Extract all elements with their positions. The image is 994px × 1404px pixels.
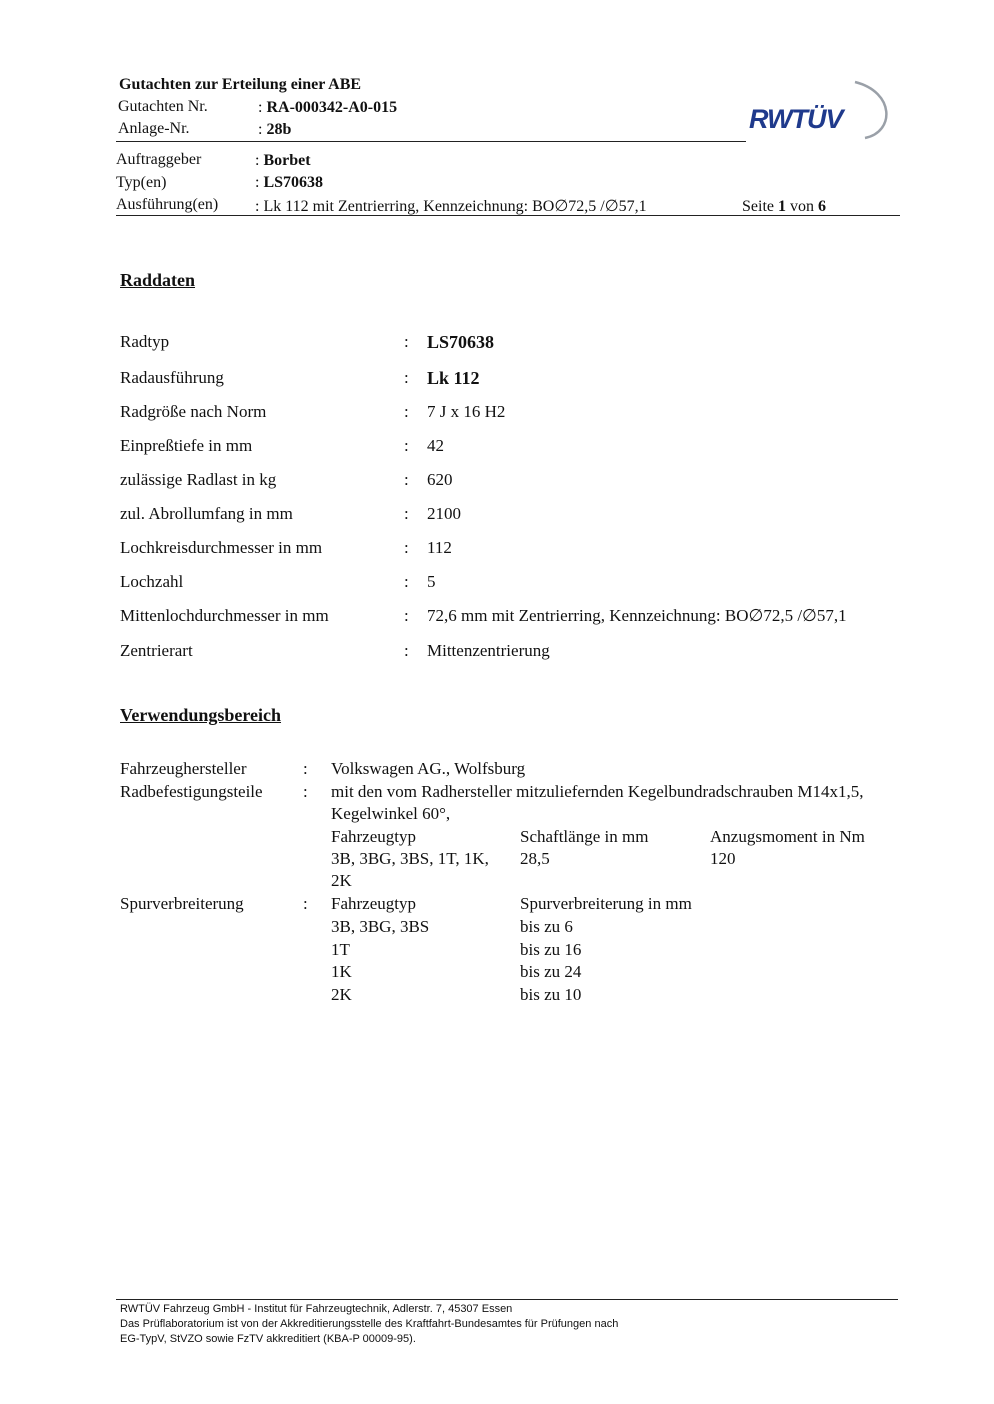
hersteller-label: Fahrzeughersteller: [120, 759, 247, 778]
verwendung-heading: Verwendungsbereich: [120, 705, 282, 725]
raddaten-colon: :: [404, 504, 409, 523]
page-mid: von: [790, 198, 814, 215]
header-divider-top: [116, 141, 746, 142]
footer-line1: RWTÜV Fahrzeug GmbH - Institut für Fahrzeugtechnik, Adlerstr. 7, 45307 Essen: [120, 1303, 513, 1315]
raddaten-colon: :: [404, 332, 409, 351]
spur-row-wert: bis zu 10: [520, 984, 582, 1004]
raddaten-value: Mittenzentrierung: [427, 641, 550, 660]
gutachten-label: Gutachten Nr.: [118, 98, 208, 115]
footer-line3: EG-TypV, StVZO sowie FzTV akkreditiert (KBA-P 00009-95).: [120, 1333, 416, 1345]
raddaten-label: Einpreßtiefe in mm: [120, 436, 253, 455]
spur-row-wert: bis zu 6: [520, 917, 573, 936]
gutachten-number: RA-000342-A0-015: [266, 99, 398, 116]
raddaten-colon: :: [404, 572, 409, 591]
raddaten-colon: :: [404, 436, 409, 455]
raddaten-colon: :: [404, 538, 409, 557]
raddaten-value: 42: [427, 436, 444, 455]
typ-label: Typ(en): [116, 174, 167, 191]
footer-line2: Das Prüflaboratorium ist von der Akkreditierungsstelle des Kraftfahrt-Bundesamtes für Prüfungen nach: [120, 1318, 619, 1330]
schraub-type-line2: 2K: [331, 871, 352, 890]
spur-row-typ: 2K: [331, 984, 352, 1004]
anlage-field: : 28b: [258, 121, 292, 138]
spur-label: Spurverbreiterung: [120, 894, 244, 913]
anlage-number: 28b: [266, 121, 292, 138]
typ-field: : LS70638: [255, 174, 324, 191]
spur-row-wert: bis zu 24: [520, 962, 582, 981]
raddaten-colon: :: [404, 402, 409, 421]
befestigung-label: Radbefestigungsteile: [120, 782, 263, 801]
raddaten-label: Lochzahl: [120, 572, 184, 591]
befestigung-colon: :: [303, 782, 308, 801]
spur-header-wert: Spurverbreiterung in mm: [520, 894, 692, 913]
hersteller-value: Volkswagen AG., Wolfsburg: [331, 759, 526, 778]
ausfuehrung-label: Ausführung(en): [116, 196, 219, 213]
spur-row-wert: bis zu 16: [520, 939, 582, 959]
raddaten-value: 112: [427, 538, 452, 557]
typ-value: LS70638: [263, 174, 324, 191]
raddaten-label: zulässige Radlast in kg: [120, 470, 277, 489]
spur-row-typ: 3B, 3BG, 3BS: [331, 917, 430, 936]
befestigung-line1: mit den vom Radhersteller mitzuliefernden Kegelbundradschrauben M14x1,5,: [331, 782, 864, 801]
logo-text: RWTÜV: [749, 104, 843, 134]
anlage-label: Anlage-Nr.: [118, 120, 190, 137]
raddaten-colon: :: [404, 641, 409, 660]
spur-row-typ: 1T: [331, 939, 350, 959]
rwtuev-logo: [745, 78, 895, 142]
ausfuehrung-value: Lk 112 mit Zentrierring, Kennzeichnung: BO∅72,5 /∅57,1: [263, 198, 647, 215]
raddaten-heading: Raddaten: [120, 270, 196, 290]
raddaten-value: 2100: [427, 504, 461, 523]
raddaten-label: Radausführung: [120, 368, 224, 387]
schraub-type-line1: 3B, 3BG, 3BS, 1T, 1K,: [331, 849, 489, 868]
gutachten-field: : RA-000342-A0-015: [258, 99, 398, 116]
raddaten-label: Radgröße nach Norm: [120, 402, 267, 421]
raddaten-label: Mittenlochdurchmesser in mm: [120, 606, 329, 625]
hersteller-colon: :: [303, 759, 308, 778]
raddaten-value: 5: [427, 572, 436, 591]
auftraggeber-field: : Borbet: [255, 152, 311, 169]
raddaten-colon: :: [404, 368, 409, 387]
raddaten-value: Lk 112: [427, 368, 480, 388]
raddaten-label: zul. Abrollumfang in mm: [120, 504, 293, 523]
document-title: Gutachten zur Erteilung einer ABE: [119, 76, 362, 93]
raddaten-value: 620: [427, 470, 453, 489]
spur-header-typ: Fahrzeugtyp: [331, 894, 416, 913]
schraub-header-schaft: Schaftlänge in mm: [520, 827, 649, 846]
schraub-header-moment: Anzugsmoment in Nm: [710, 827, 865, 846]
raddaten-label: Radtyp: [120, 332, 170, 351]
page-current: 1: [778, 198, 786, 215]
schraub-schaft-value: 28,5: [520, 849, 550, 868]
befestigung-line2: Kegelwinkel 60°,: [331, 804, 451, 823]
header-divider-bottom: [116, 215, 900, 216]
raddaten-value: 72,6 mm mit Zentrierring, Kennzeichnung: BO∅72,5 /∅57,1: [427, 606, 847, 625]
auftraggeber-value: Borbet: [263, 152, 311, 169]
page-prefix: Seite: [742, 198, 774, 215]
page-total: 6: [818, 198, 826, 215]
spur-colon: :: [303, 894, 308, 913]
raddaten-colon: :: [404, 606, 409, 625]
raddaten-label: Lochkreisdurchmesser in mm: [120, 538, 323, 557]
raddaten-colon: :: [404, 470, 409, 489]
ausfuehrung-field: : Lk 112 mit Zentrierring, Kennzeichnung: BO∅72,5 /∅57,1: [255, 198, 647, 215]
schraub-header-typ: Fahrzeugtyp: [331, 827, 416, 846]
auftraggeber-label: Auftraggeber: [116, 151, 202, 168]
page-indicator: [742, 198, 826, 216]
raddaten-value: 7 J x 16 H2: [427, 402, 506, 421]
raddaten-label: Zentrierart: [120, 641, 193, 660]
raddaten-value: LS70638: [427, 332, 495, 352]
spur-row-typ: 1K: [331, 962, 352, 981]
footer-divider: [116, 1299, 898, 1300]
schraub-moment-value: 120: [710, 849, 736, 868]
